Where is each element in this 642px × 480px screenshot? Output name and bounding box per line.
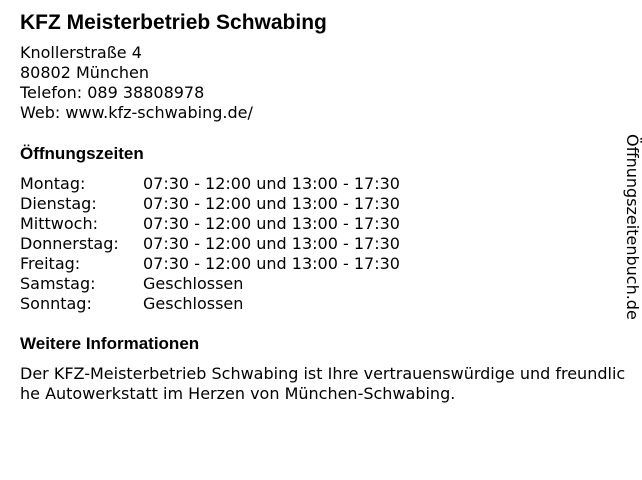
hours-time: 07:30 - 12:00 und 13:00 - 17:30	[143, 234, 400, 253]
hours-day: Dienstag:	[20, 194, 97, 213]
opening-hours-heading: Öffnungszeiten	[20, 144, 144, 163]
hours-time: Geschlossen	[143, 294, 244, 313]
business-name: KFZ Meisterbetrieb Schwabing	[20, 11, 327, 34]
hours-time: 07:30 - 12:00 und 13:00 - 17:30	[143, 214, 400, 233]
hours-day: Mittwoch:	[20, 214, 98, 233]
website-address: Web: www.kfz-schwabing.de/	[20, 103, 253, 122]
more-info-text: Der KFZ-Meisterbetrieb Schwabing ist Ihre vertrauenswürdige und freundliche Autowerkstatt im Herzen von München-Schwabing.	[20, 364, 626, 403]
phone-number: Telefon: 089 38808978	[20, 83, 205, 102]
street-address: Knollerstraße 4	[20, 43, 142, 62]
hours-time: 07:30 - 12:00 und 13:00 - 17:30	[143, 174, 400, 193]
hours-day: Freitag:	[20, 254, 81, 273]
hours-day: Donnerstag:	[20, 234, 119, 253]
hours-day: Montag:	[20, 174, 86, 193]
more-info-heading: Weitere Informationen	[20, 334, 200, 353]
hours-day: Samstag:	[20, 274, 96, 293]
business-address	[20, 43, 253, 123]
city-address: 80802 München	[20, 63, 149, 82]
hours-time: Geschlossen	[143, 274, 244, 293]
hours-day: Sonntag:	[20, 294, 92, 313]
brand-side-text: Öffnungszeitenbuch.de	[623, 134, 642, 320]
hours-time: 07:30 - 12:00 und 13:00 - 17:30	[143, 194, 400, 213]
hours-time: 07:30 - 12:00 und 13:00 - 17:30	[143, 254, 400, 273]
